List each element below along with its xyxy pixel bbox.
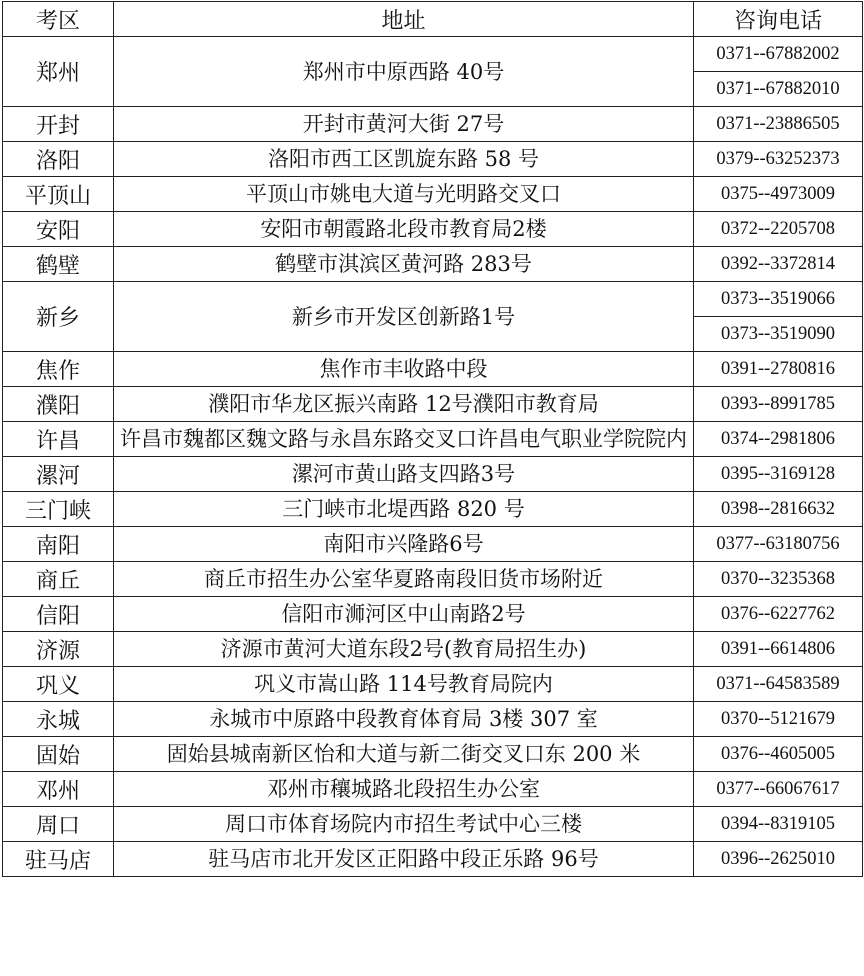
table-row <box>3 667 863 702</box>
table-row <box>3 772 863 807</box>
region-cell: 洛阳 <box>3 142 114 177</box>
address-cell: 鹤壁市淇滨区黄河路 283号 <box>114 247 694 282</box>
phone-cell: 0377--66067617 <box>694 772 863 807</box>
table-row <box>3 212 863 247</box>
address-cell: 安阳市朝霞路北段市教育局2楼 <box>114 212 694 247</box>
header-row <box>3 2 863 37</box>
header-phone: 咨询电话 <box>694 2 863 37</box>
address-cell: 驻马店市北开发区正阳路中段正乐路 96号 <box>114 842 694 877</box>
address-cell: 平顶山市姚电大道与光明路交叉口 <box>114 177 694 212</box>
address-cell: 三门峡市北堤西路 820 号 <box>114 492 694 527</box>
table-row <box>3 737 863 772</box>
phone-cell: 0371--23886505 <box>694 107 863 142</box>
table-row <box>3 562 863 597</box>
address-cell: 商丘市招生办公室华夏路南段旧货市场附近 <box>114 562 694 597</box>
address-cell: 濮阳市华龙区振兴南路 12号濮阳市教育局 <box>114 387 694 422</box>
address-cell: 南阳市兴隆路6号 <box>114 527 694 562</box>
phone-cell: 0371--67882002 <box>694 37 863 72</box>
address-cell: 郑州市中原西路 40号 <box>114 37 694 107</box>
address-cell: 周口市体育场院内市招生考试中心三楼 <box>114 807 694 842</box>
region-cell: 驻马店 <box>3 842 114 877</box>
region-cell: 邓州 <box>3 772 114 807</box>
phone-cell: 0391--6614806 <box>694 632 863 667</box>
phone-cell: 0370--3235368 <box>694 562 863 597</box>
phone-cell: 0394--8319105 <box>694 807 863 842</box>
address-cell: 漯河市黄山路支四路3号 <box>114 457 694 492</box>
address-cell: 邓州市穰城路北段招生办公室 <box>114 772 694 807</box>
phone-cell: 0373--3519090 <box>694 317 863 352</box>
table-row <box>3 702 863 737</box>
table-row <box>3 807 863 842</box>
phone-cell: 0396--2625010 <box>694 842 863 877</box>
table-row <box>3 457 863 492</box>
phone-cell: 0370--5121679 <box>694 702 863 737</box>
table-row <box>3 492 863 527</box>
region-cell: 漯河 <box>3 457 114 492</box>
address-cell: 洛阳市西工区凯旋东路 58 号 <box>114 142 694 177</box>
region-cell: 平顶山 <box>3 177 114 212</box>
phone-cell: 0377--63180756 <box>694 527 863 562</box>
phone-cell: 0393--8991785 <box>694 387 863 422</box>
phone-cell: 0391--2780816 <box>694 352 863 387</box>
phone-cell: 0373--3519066 <box>694 282 863 317</box>
table-row <box>3 527 863 562</box>
table-row <box>3 247 863 282</box>
table-row <box>3 37 863 72</box>
address-cell: 固始县城南新区怡和大道与新二街交叉口东 200 米 <box>114 737 694 772</box>
region-cell: 开封 <box>3 107 114 142</box>
table-row <box>3 387 863 422</box>
exam-contact-table <box>2 1 863 877</box>
address-cell: 新乡市开发区创新路1号 <box>114 282 694 352</box>
table-row <box>3 842 863 877</box>
region-cell: 固始 <box>3 737 114 772</box>
phone-cell: 0379--63252373 <box>694 142 863 177</box>
region-cell: 鹤壁 <box>3 247 114 282</box>
region-cell: 巩义 <box>3 667 114 702</box>
region-cell: 郑州 <box>3 37 114 107</box>
phone-cell: 0371--64583589 <box>694 667 863 702</box>
region-cell: 焦作 <box>3 352 114 387</box>
address-cell: 济源市黄河大道东段2号(教育局招生办) <box>114 632 694 667</box>
region-cell: 安阳 <box>3 212 114 247</box>
region-cell: 许昌 <box>3 422 114 457</box>
header-address: 地址 <box>114 2 694 37</box>
phone-cell: 0398--2816632 <box>694 492 863 527</box>
region-cell: 新乡 <box>3 282 114 352</box>
address-cell: 信阳市浉河区中山南路2号 <box>114 597 694 632</box>
table-row <box>3 177 863 212</box>
address-cell: 开封市黄河大街 27号 <box>114 107 694 142</box>
phone-cell: 0376--4605005 <box>694 737 863 772</box>
address-cell: 焦作市丰收路中段 <box>114 352 694 387</box>
table-body <box>3 37 863 877</box>
phone-cell: 0392--3372814 <box>694 247 863 282</box>
phone-cell: 0376--6227762 <box>694 597 863 632</box>
table-row <box>3 422 863 457</box>
table-row <box>3 597 863 632</box>
phone-cell: 0395--3169128 <box>694 457 863 492</box>
region-cell: 南阳 <box>3 527 114 562</box>
table-row <box>3 282 863 317</box>
phone-cell: 0375--4973009 <box>694 177 863 212</box>
table-row <box>3 142 863 177</box>
table-row <box>3 352 863 387</box>
region-cell: 永城 <box>3 702 114 737</box>
header-region: 考区 <box>3 2 114 37</box>
phone-cell: 0372--2205708 <box>694 212 863 247</box>
phone-cell: 0371--67882010 <box>694 72 863 107</box>
address-cell: 永城市中原路中段教育体育局 3楼 307 室 <box>114 702 694 737</box>
phone-cell: 0374--2981806 <box>694 422 863 457</box>
address-cell: 许昌市魏都区魏文路与永昌东路交叉口许昌电气职业学院院内 <box>114 422 694 457</box>
table-row <box>3 107 863 142</box>
address-cell: 巩义市嵩山路 114号教育局院内 <box>114 667 694 702</box>
region-cell: 三门峡 <box>3 492 114 527</box>
region-cell: 周口 <box>3 807 114 842</box>
region-cell: 商丘 <box>3 562 114 597</box>
region-cell: 濮阳 <box>3 387 114 422</box>
region-cell: 济源 <box>3 632 114 667</box>
table-row <box>3 632 863 667</box>
region-cell: 信阳 <box>3 597 114 632</box>
